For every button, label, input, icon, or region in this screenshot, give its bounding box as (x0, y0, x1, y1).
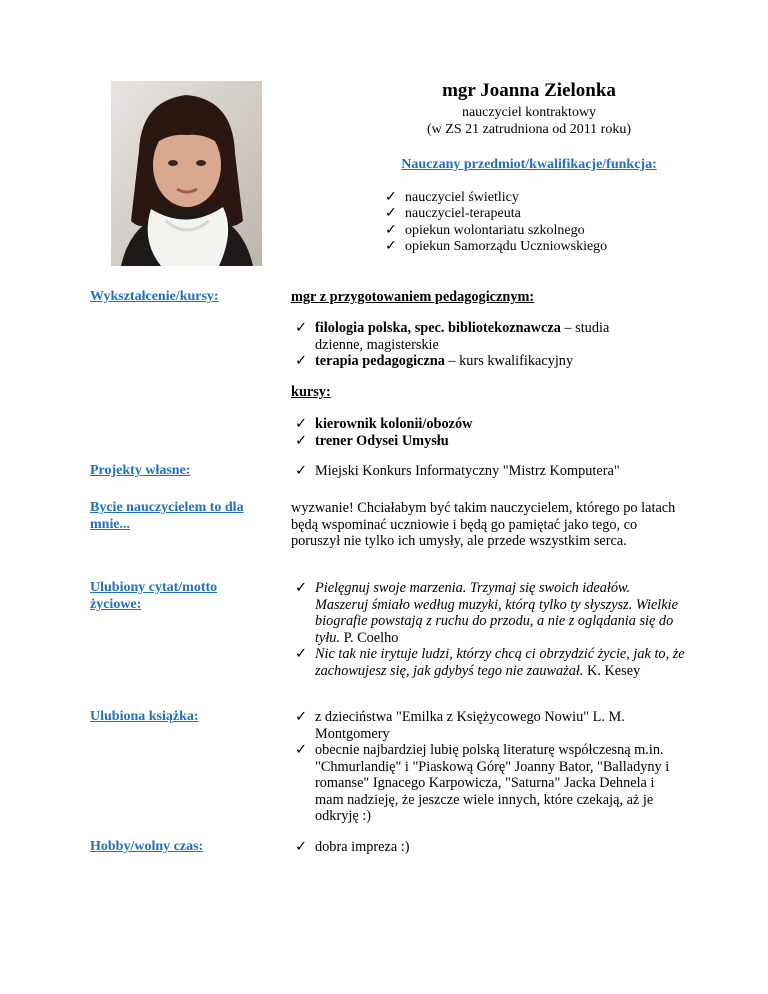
list-item: ✓ dobra impreza :) (295, 839, 410, 855)
checkmark-icon: ✓ (385, 206, 397, 222)
checkmark-icon: ✓ (295, 839, 307, 855)
hobby-label[interactable]: Hobby/wolny czas: (90, 839, 204, 854)
checkmark-icon: ✓ (295, 416, 307, 432)
book-label[interactable]: Ulubiona książka: (90, 709, 199, 724)
subjects-list (381, 190, 607, 256)
list-item: ✓ obecnie najbardziej lubię polską literaturę współczesną m.in. "Chmurlandię" i "Piaskową Górę" Joanny Bator, "Balladyny i romanse" Ignacego Karpowicza, "Saturna" Jacka Dehnela i mam nadzieję, że jeszcze wiele innych, które czekają, aż je odkryję :) (295, 742, 670, 824)
checkmark-icon: ✓ (385, 190, 397, 205)
checkmark-icon: ✓ (295, 646, 307, 662)
education-list (291, 320, 641, 370)
list-item: ✓ z dzieciństwa "Emilka z Księżycowego Nowiu" L. M. Montgomery (295, 709, 625, 742)
employment-text: (w ZS 21 zatrudniona od 2011 roku) (427, 122, 631, 137)
list-item: ✓ filologia polska, spec. bibliotekoznawcza – studia dzienne, magisterskie (295, 320, 610, 353)
projects-list (291, 463, 711, 480)
list-item: ✓ Pielęgnuj swoje marzenia. Trzymaj się swoich ideałów. Maszeruj śmiało według muzyki, którą tylko ty słyszysz. Wielkie biografie powstają z ruchu do przodu, a nie z oglądania się do tyłu. P. Coelho (295, 580, 678, 646)
portrait-image (111, 81, 262, 266)
hobby-list (291, 839, 711, 856)
list-item: ✓ Miejski Konkurs Informatyczny "Mistrz Komputera" (295, 463, 620, 479)
list-item: ✓ kierownik kolonii/obozów (295, 416, 473, 432)
list-item: ✓ terapia pedagogiczna – kurs kwalifikacyjny (295, 353, 574, 369)
list-item: ✓ nauczyciel świetlicy (385, 190, 519, 205)
being-teacher-text: wyzwanie! Chciałabym być takim nauczycielem, którego po latach będą wspominać uczniowie i będą go pamiętać jako tego, co poruszył nie tylko ich umysły, ale przede wszystkim serca. (291, 500, 676, 549)
teacher-name: mgr Joanna Zielonka (442, 80, 616, 101)
list-item: ✓ opiekun Samorządu Uczniowskiego (385, 239, 608, 255)
list-item: ✓ trener Odysei Umysłu (295, 432, 449, 449)
quote-list (291, 580, 686, 679)
education-heading: mgr z przygotowaniem pedagogicznym: (291, 289, 535, 305)
list-item: ✓ nauczyciel-terapeuta (385, 206, 521, 222)
checkmark-icon: ✓ (385, 222, 397, 238)
checkmark-icon: ✓ (295, 742, 307, 758)
checkmark-icon: ✓ (295, 320, 307, 336)
education-label[interactable]: Wykształcenie/kursy: (90, 289, 219, 304)
checkmark-icon: ✓ (295, 709, 307, 725)
checkmark-icon: ✓ (385, 239, 397, 255)
subjects-heading[interactable]: Nauczany przedmiot/kwalifikacje/funkcja: (401, 157, 657, 172)
courses-heading: kursy: (291, 384, 331, 400)
being-teacher-label[interactable]: Bycie nauczycielem to dla mnie... (90, 500, 244, 532)
checkmark-icon: ✓ (295, 580, 307, 596)
projects-label[interactable]: Projekty własne: (90, 463, 191, 478)
checkmark-icon: ✓ (295, 353, 307, 369)
list-item: ✓ opiekun wolontariatu szkolnego (385, 222, 585, 238)
list-item: ✓ Nic tak nie irytuje ludzi, którzy chcą ci obrzydzić życie, jak to, że zachowujesz się, jak gdybyś tego nie zauważał. K. Kesey (295, 646, 685, 679)
position-text: nauczyciel kontraktowy (461, 105, 597, 120)
checkmark-icon: ✓ (295, 432, 307, 449)
courses-list (291, 416, 711, 449)
book-list (291, 709, 686, 825)
quote-label[interactable]: Ulubiony cytat/motto życiowe: (90, 580, 218, 612)
profile-photo (111, 81, 262, 266)
checkmark-icon: ✓ (295, 463, 307, 479)
